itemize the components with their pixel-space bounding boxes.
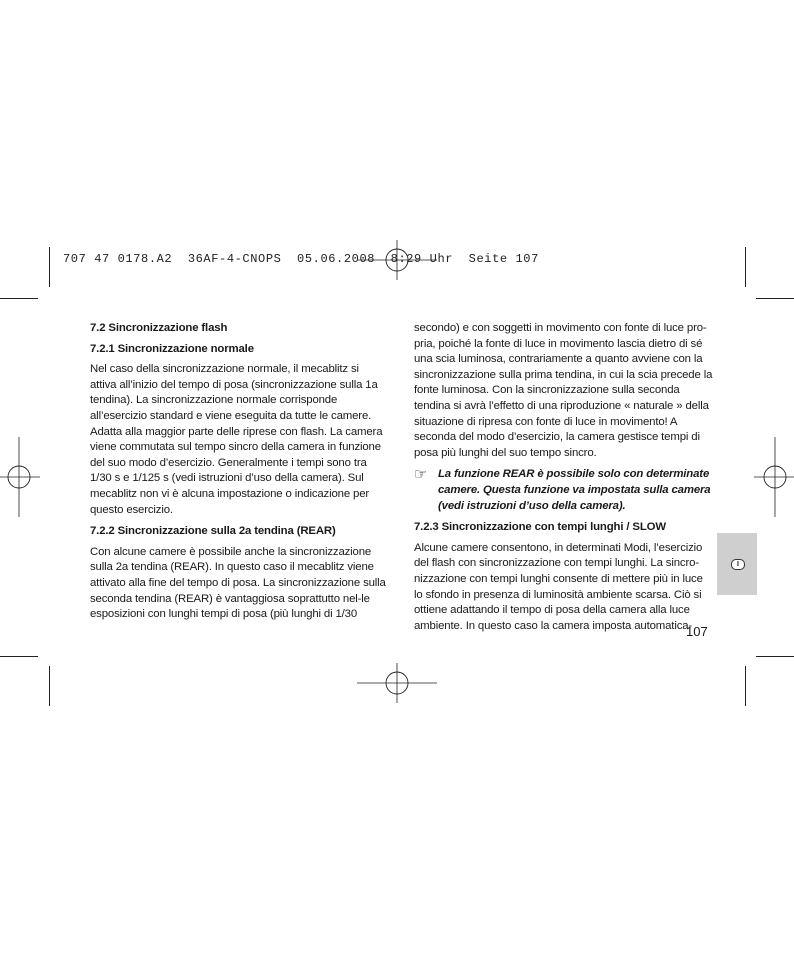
language-tab: [717, 533, 757, 595]
left-column: [90, 321, 387, 629]
paragraph: Nel caso della sincronizzazione normale, il mecablitz si attiva all’inizio del tempo di posa (sincronizzazione sulla 1a tendina). La sincronizzazione normale corrisponde all’esercizio standard e viene eseguita da tutte le camere. Adatta alla maggior parte delle riprese con flash. La camera viene commutata sul tempo sincro della camera in funzione del suo modo d’esercizio. Generalmente i tempi sono tra 1/30 s e 1/125 s (vedi istruzioni d’uso della camera). Sul mecablitz non vi è alcuna impostazione o indicazione per questo esercizio.: [90, 363, 383, 516]
crop-mark: [49, 666, 50, 706]
registration-mark-icon: [754, 437, 794, 517]
crop-mark: [745, 666, 746, 706]
subsection-heading: 7.2.1 Sincronizzazione normale: [90, 342, 254, 355]
pointing-hand-icon: ☞: [414, 466, 428, 484]
registration-mark-icon: [357, 663, 437, 703]
subsection-heading: 7.2.2 Sincronizzazione sulla 2a tendina (REAR): [90, 525, 336, 538]
paragraph: Alcune camere consentono, in determinati Modi, l’esercizio del flash con sincronizzazione con tempi lunghi. La sincro-nizzazione con tempi lunghi consente di mettere più in luce lo sfondo in presenza di luminosità ambiente scarsa. Ciò si ottiene adattando il tempo di posa della camera alla luce ambiente. In questo caso la camera imposta automatica-: [414, 541, 703, 632]
crop-mark: [745, 247, 746, 287]
right-column: [414, 321, 714, 640]
crop-mark: [756, 656, 794, 657]
registration-mark-icon: [0, 437, 40, 517]
section-heading: 7.2 Sincronizzazione flash: [90, 322, 228, 334]
subsection-heading: 7.2.3 Sincronizzazione con tempi lunghi / SLOW: [414, 521, 666, 534]
note-text: La funzione REAR è possibile solo con determinate camere. Questa funzione va impostata sulla camera (vedi istruzioni d’uso della camera).: [438, 468, 711, 512]
page-number: 107: [686, 624, 708, 639]
crop-mark: [0, 298, 38, 299]
crop-mark: [0, 656, 38, 657]
language-badge: I: [731, 559, 745, 570]
crop-mark: [756, 298, 794, 299]
note: [414, 467, 714, 514]
crop-mark: [49, 247, 50, 287]
paragraph: Con alcune camere è possibile anche la sincronizzazione sulla 2a tendina (REAR). In questo caso il mecablitz viene attivato alla fine del tempo di posa. La sincronizzazione sulla seconda tendina (REAR) è vantaggiosa soprattutto nel-le esposizioni con lunghi tempi di posa (più lunghi di 1/30: [90, 545, 386, 621]
paragraph: secondo) e con soggetti in movimento con fonte di luce pro-pria, poiché la fonte di luce in movimento lascia dietro di sé una scia luminosa, contrariamente a quanto avviene con la sincronizzazione sulla prima tendina, in cui la scia precede la fonte luminosa. Con la sincronizzazione sulla seconda tendina si avrà l’effetto di una riproduzione « naturale » della situazione di ripresa con fonte di luce in movimento! A seconda del modo d’esercizio, la camera gestisce tempi di posa più lunghi del suo tempo sincro.: [414, 322, 713, 459]
print-slug: 707 47 0178.A2 36AF-4-CNOPS 05.06.2008 8:29 Uhr Seite 107: [63, 252, 539, 266]
